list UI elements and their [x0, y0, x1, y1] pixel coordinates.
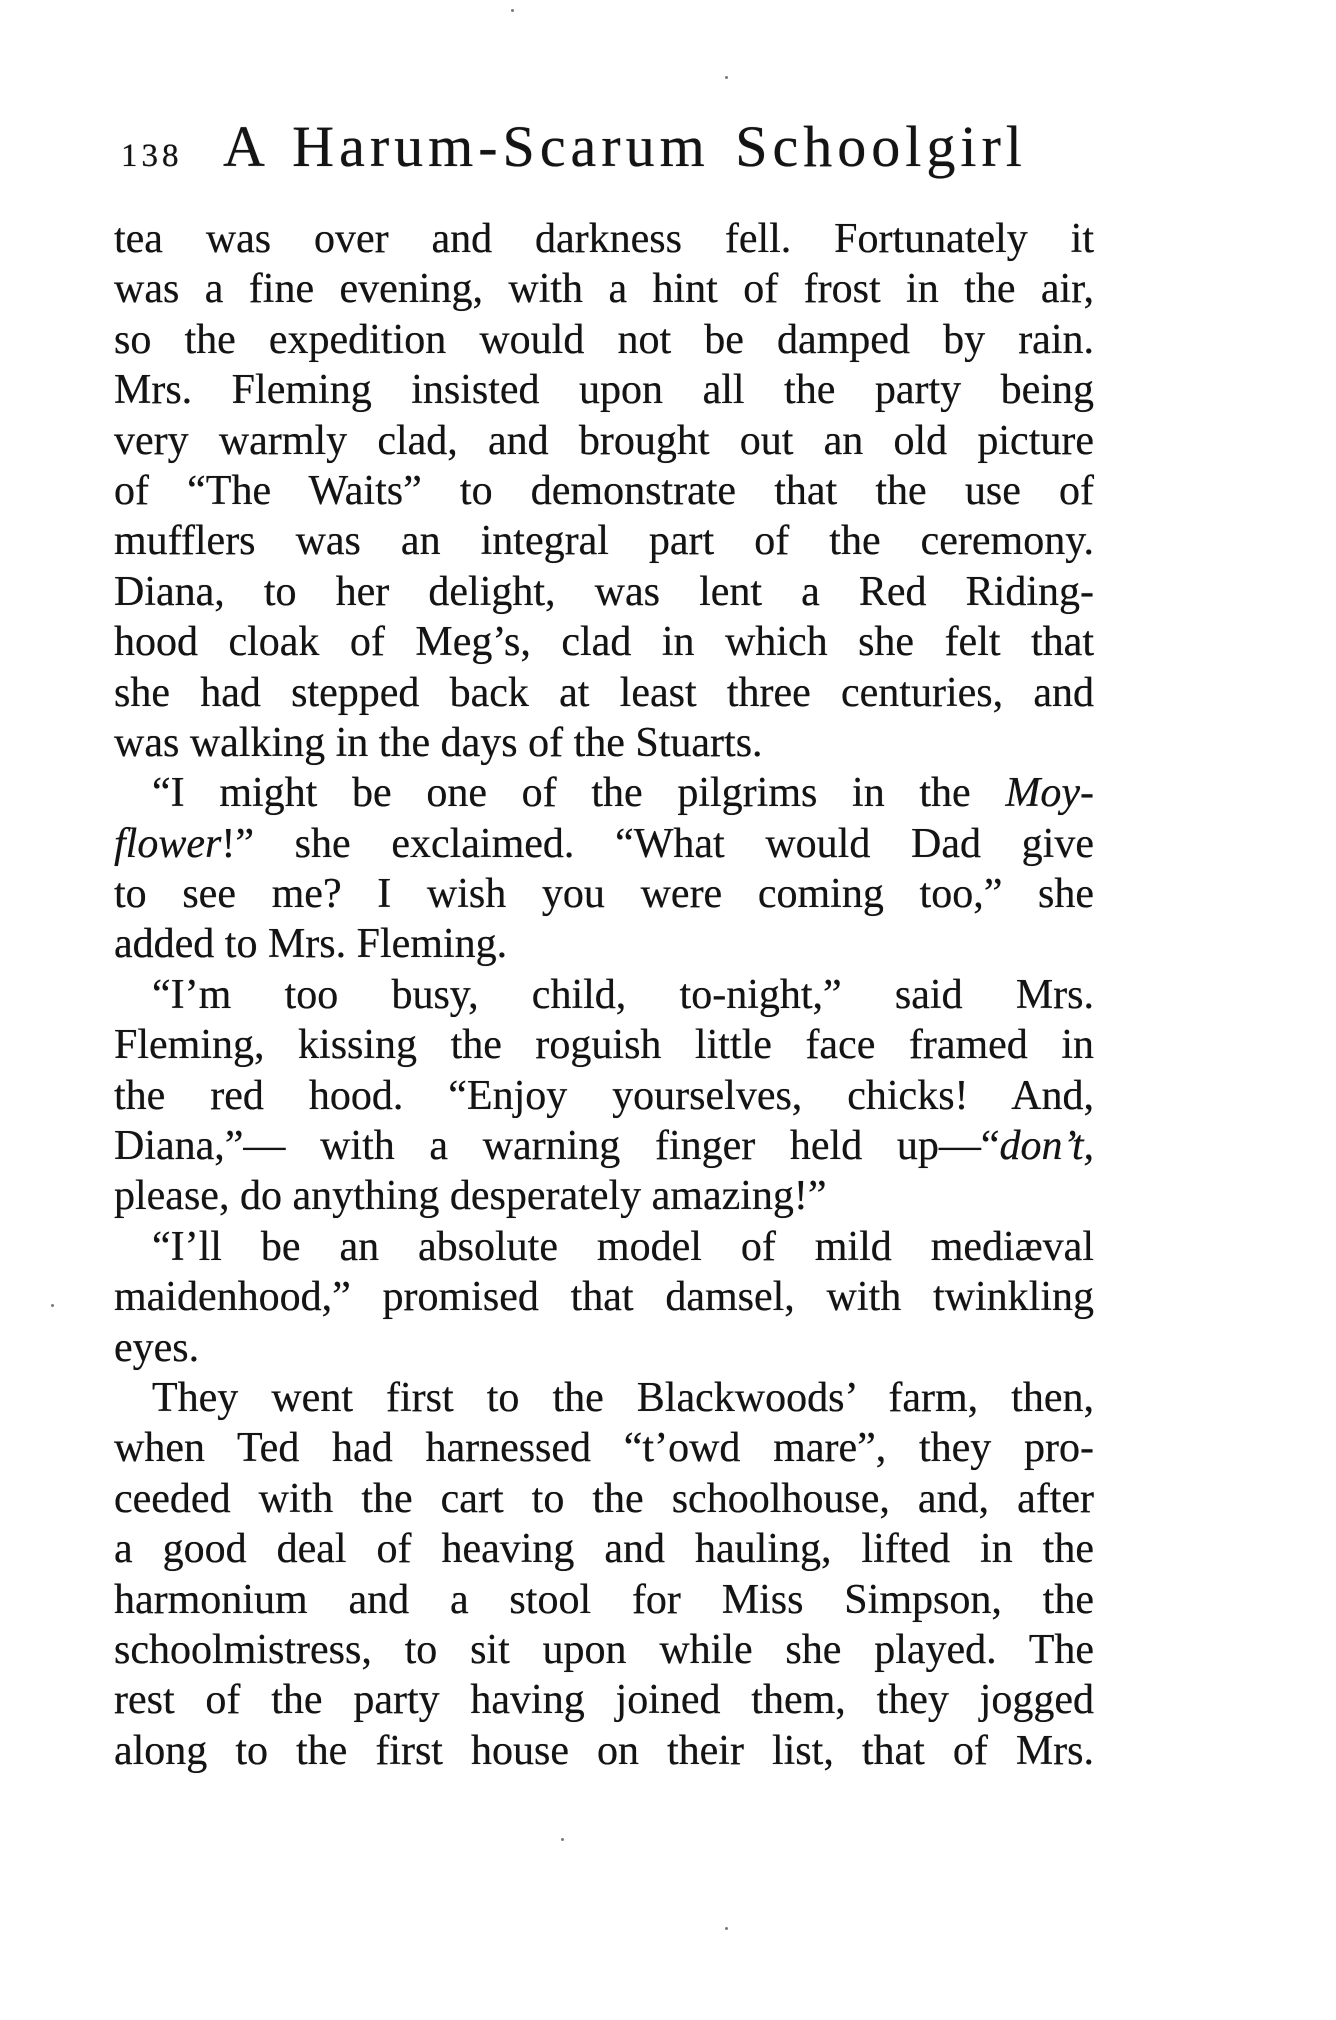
text-line: eyes.: [114, 1324, 200, 1371]
italic-text: flower: [114, 820, 222, 867]
scan-speck: [725, 76, 728, 79]
text-line: added to Mrs. Fleming.: [114, 921, 508, 968]
text-segment: !” she exclaimed. “What would Dad give: [221, 820, 1094, 867]
text-line: mufflers was an integral part of the ceremony.: [114, 518, 1094, 565]
text-line: she had stepped back at least three centuries, and: [114, 669, 1094, 716]
italic-text: don’t,: [999, 1123, 1094, 1170]
running-head-title: A Harum-Scarum Schoolgirl: [223, 114, 1027, 179]
running-head: [121, 114, 1027, 179]
text-line: very warmly clad, and brought out an old picture: [114, 417, 1094, 464]
text-line: “I’m too busy, child, to-night,” said Mrs.: [152, 971, 1094, 1018]
text-line: was walking in the days of the Stuarts.: [114, 719, 763, 766]
text-line: a good deal of heaving and hauling, lifted in the: [114, 1526, 1094, 1573]
text-line: hood cloak of Meg’s, clad in which she felt that: [114, 619, 1094, 666]
text-line: when Ted had harnessed “t’owd mare”, they pro-: [114, 1425, 1094, 1472]
italic-text: Moy-: [1005, 770, 1094, 817]
text-line: was a fine evening, with a hint of frost in the air,: [114, 266, 1094, 313]
scan-speck: [725, 1927, 728, 1930]
text-line: Mrs. Fleming insisted upon all the party being: [114, 367, 1094, 414]
paragraph: [114, 214, 1094, 768]
text-line: rest of the party having joined them, they jogged: [114, 1677, 1094, 1724]
text-line: [114, 1121, 1094, 1171]
text-line: ceeded with the cart to the schoolhouse, and, after: [114, 1475, 1094, 1522]
text-line: They went first to the Blackwoods’ farm, then,: [152, 1374, 1094, 1421]
text-line: along to the first house on their list, that of Mrs.: [114, 1727, 1094, 1774]
body-text: [114, 214, 1094, 1776]
text-line: tea was over and darkness fell. Fortunately it: [114, 216, 1094, 262]
text-line: so the expedition would not be damped by rain.: [114, 316, 1094, 363]
text-line: “I’ll be an absolute model of mild mediæval: [152, 1223, 1094, 1270]
text-line: to see me? I wish you were coming too,” she: [114, 871, 1094, 918]
text-line: of “The Waits” to demonstrate that the use of: [114, 467, 1094, 514]
text-line: schoolmistress, to sit upon while she played. The: [114, 1626, 1094, 1673]
paragraph: [114, 1373, 1094, 1776]
text-line: harmonium and a stool for Miss Simpson, the: [114, 1576, 1094, 1623]
text-segment: Diana,”— with a warning finger held up—“: [114, 1123, 1000, 1170]
scan-speck: [511, 9, 514, 12]
text-line: Diana, to her delight, was lent a Red Riding-: [114, 568, 1094, 615]
paragraph: [114, 970, 1094, 1222]
page-number: 138: [121, 138, 183, 174]
text-line: [114, 819, 1094, 869]
scan-speck: [51, 1304, 54, 1307]
text-line: the red hood. “Enjoy yourselves, chicks! And,: [114, 1072, 1094, 1119]
text-line: please, do anything desperately amazing!”: [114, 1173, 827, 1220]
text-line: [114, 768, 1094, 818]
text-line: Fleming, kissing the roguish little face framed in: [114, 1022, 1094, 1069]
text-segment: “I might be one of the pilgrims in the: [152, 770, 1006, 817]
text-line: maidenhood,” promised that damsel, with twinkling: [114, 1274, 1094, 1321]
scan-speck: [561, 1838, 564, 1841]
paragraph: [114, 768, 1094, 970]
paragraph: [114, 1222, 1094, 1373]
